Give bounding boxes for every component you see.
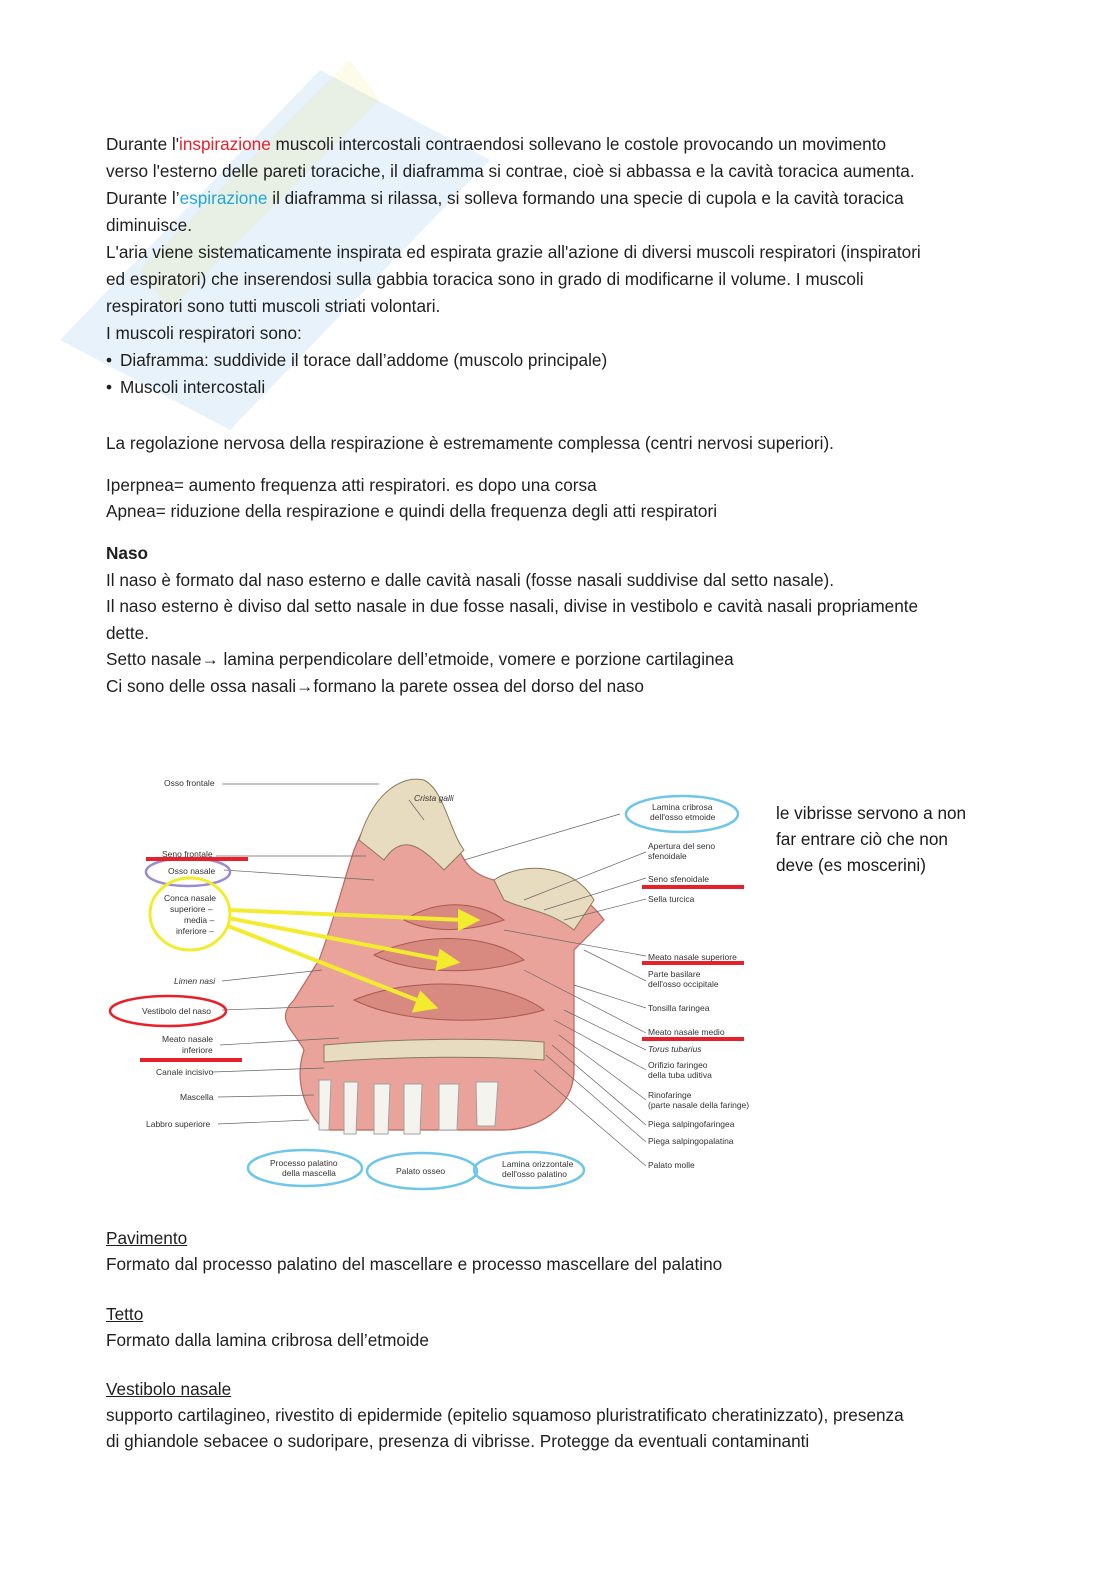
- label-sella: Sella turcica: [648, 894, 695, 904]
- ossa-nasali-line: Ci sono delle ossa nasali→formano la parete ossea del dorso del naso: [106, 675, 644, 696]
- label-processo-2: della mascella: [282, 1168, 336, 1178]
- label-orifizio-1: Orifizio faringeo: [648, 1060, 708, 1070]
- naso-line-2: Il naso esterno è diviso dal setto nasale in due fosse nasali, divise in vestibolo e cavità nasali propriamente: [106, 596, 919, 617]
- meato-inferiore-underline: [140, 1058, 242, 1062]
- pavimento-text: Formato dal processo palatino del mascellare e processo mascellare del palatino: [106, 1254, 723, 1274]
- section-heading-vestibolo: Vestibolo nasale: [106, 1379, 232, 1399]
- side-note-line: le vibrisse servono a non: [776, 803, 967, 823]
- meato-medio-underline: [642, 1037, 744, 1041]
- conca-circle: [150, 878, 230, 950]
- regulation-block: [106, 430, 1006, 457]
- label-osso-nasale: Osso nasale: [168, 866, 216, 876]
- label-meato-medio: Meato nasale medio: [648, 1027, 725, 1037]
- label-crista: Crista galli: [414, 793, 454, 803]
- setto-nasale-line: Setto nasale→ lamina perpendicolare dell’etmoide, vomere e porzione cartilaginea: [106, 649, 734, 670]
- label-canale: Canale incisivo: [156, 1067, 214, 1077]
- muscles-line-2: ed espiratori) che inserendosi sulla gabbia toracica sono in grado di modificarne il volume. I muscoli: [106, 269, 864, 289]
- list-title: I muscoli respiratori sono:: [106, 323, 302, 343]
- label-piega-sf: Piega salpingofaringea: [648, 1119, 735, 1129]
- label-meato-inf-1: Meato nasale: [162, 1034, 214, 1044]
- muscles-line-1: L'aria viene sistematicamente inspirata ed espirata grazie all'azione di diversi muscoli respiratori (inspiratori: [106, 242, 921, 262]
- side-note-line: deve (es moscerini): [776, 855, 926, 875]
- label-palato-osseo: Palato osseo: [396, 1166, 446, 1176]
- label-piega-sp: Piega salpingopalatina: [648, 1136, 734, 1146]
- expiration-paragraph: Durante l’espirazione il diaframma si rilassa, si solleva formando una specie di cupola e la cavità toracica: [106, 188, 904, 208]
- label-palato-molle: Palato molle: [648, 1160, 695, 1170]
- side-note-line: far entrare ciò che non: [776, 829, 948, 849]
- tetto-section: [106, 1301, 1006, 1353]
- inspiration-line-2: verso l'esterno delle pareti toraciche, il diaframma si contrae, cioè si abbassa e la cavità toracica aumenta.: [106, 161, 915, 181]
- label-seno-sfen: Seno sfenoidale: [648, 874, 709, 884]
- term-espirazione: espirazione: [179, 188, 268, 208]
- label-lamina-o-1: Lamina orizzontale: [502, 1159, 574, 1169]
- section-heading-tetto: Tetto: [106, 1304, 144, 1324]
- intro-block: [106, 131, 1006, 401]
- label-meato-inf-2: inferiore: [182, 1045, 213, 1055]
- label-tonsilla: Tonsilla faringea: [648, 1003, 710, 1013]
- label-conca-4: inferiore –: [176, 926, 214, 936]
- section-heading-pavimento: Pavimento: [106, 1228, 188, 1248]
- label-vestibolo: Vestibolo del naso: [142, 1006, 211, 1016]
- label-processo-1: Processo palatino: [270, 1158, 338, 1168]
- muscles-line-3: respiratori sono tutti muscoli striati volontari.: [106, 296, 441, 316]
- label-lamina-1: Lamina cribrosa: [652, 802, 713, 812]
- term-inspirazione: inspirazione: [179, 134, 271, 154]
- label-torus: Torus tubarius: [648, 1044, 702, 1054]
- tetto-text: Formato dalla lamina cribrosa dell’etmoide: [106, 1330, 429, 1350]
- expiration-line-2: diminuisce.: [106, 215, 192, 235]
- naso-line-3: dette.: [106, 622, 150, 643]
- vestibolo-section: [106, 1376, 1006, 1454]
- iperpnea-definition: Iperpnea= aumento frequenza atti respiratori. es dopo una corsa: [106, 475, 597, 495]
- label-parte-1: Parte basilare: [648, 969, 701, 979]
- list-item: • Diaframma: suddivide il torace dall’addome (muscolo principale): [106, 347, 1006, 374]
- pavimento-section: [106, 1225, 1006, 1277]
- section-heading-naso: Naso: [106, 543, 149, 563]
- nasal-cavity-figure: [104, 770, 764, 1200]
- arrow-right-icon: →: [296, 675, 314, 696]
- label-conca-1: Conca nasale: [164, 893, 216, 903]
- seno-sfenoidale-underline: [642, 885, 744, 889]
- label-conca-2: superiore –: [170, 904, 213, 914]
- label-rinofaringe-2: (parte nasale della faringe): [648, 1100, 750, 1110]
- label-limen: Limen nasi: [174, 976, 216, 986]
- side-note: [776, 800, 1006, 878]
- naso-section: [106, 540, 1006, 700]
- label-parte-2: dell'osso occipitale: [648, 979, 719, 989]
- label-conca-3: media –: [184, 915, 215, 925]
- label-osso-frontale: Osso frontale: [164, 778, 215, 788]
- label-lamina-o-2: dell'osso palatino: [502, 1169, 567, 1179]
- vestibolo-line-2: di ghiandole sebacee o sudoripare, presenza di vibrisse. Protegge da eventuali contaminanti: [106, 1431, 810, 1451]
- apnea-definition: Apnea= riduzione della respirazione e quindi della frequenza degli atti respiratori: [106, 501, 718, 521]
- inspiration-paragraph: Durante l'inspirazione muscoli intercostali contraendosi sollevano le costole provocando un movimento: [106, 134, 887, 154]
- label-labbro: Labbro superiore: [146, 1119, 211, 1129]
- label-rinofaringe-1: Rinofaringe: [648, 1090, 692, 1100]
- label-orifizio-2: della tuba uditiva: [648, 1070, 712, 1080]
- label-lamina-2: dell'osso etmoide: [650, 812, 716, 822]
- vestibolo-line-1: supporto cartilagineo, rivestito di epidermide (epitelio squamoso pluristratificato cheratinizzato), presenza: [106, 1405, 904, 1425]
- label-apertura-2: sfenoidale: [648, 851, 687, 861]
- label-seno-frontale: Seno frontale: [162, 849, 213, 859]
- label-apertura-1: Apertura del seno: [648, 841, 716, 851]
- list-item: • Muscoli intercostali: [106, 374, 1006, 401]
- label-meato-sup: Meato nasale superiore: [648, 952, 737, 962]
- label-mascella: Mascella: [180, 1092, 214, 1102]
- arrow-right-icon: →: [201, 649, 219, 670]
- definitions-block: [106, 472, 1006, 524]
- naso-line-1: Il naso è formato dal naso esterno e dalle cavità nasali (fosse nasali suddivise dal setto nasale).: [106, 569, 835, 590]
- regulation-text: La regolazione nervosa della respirazione è estremamente complessa (centri nervosi superiori).: [106, 433, 834, 453]
